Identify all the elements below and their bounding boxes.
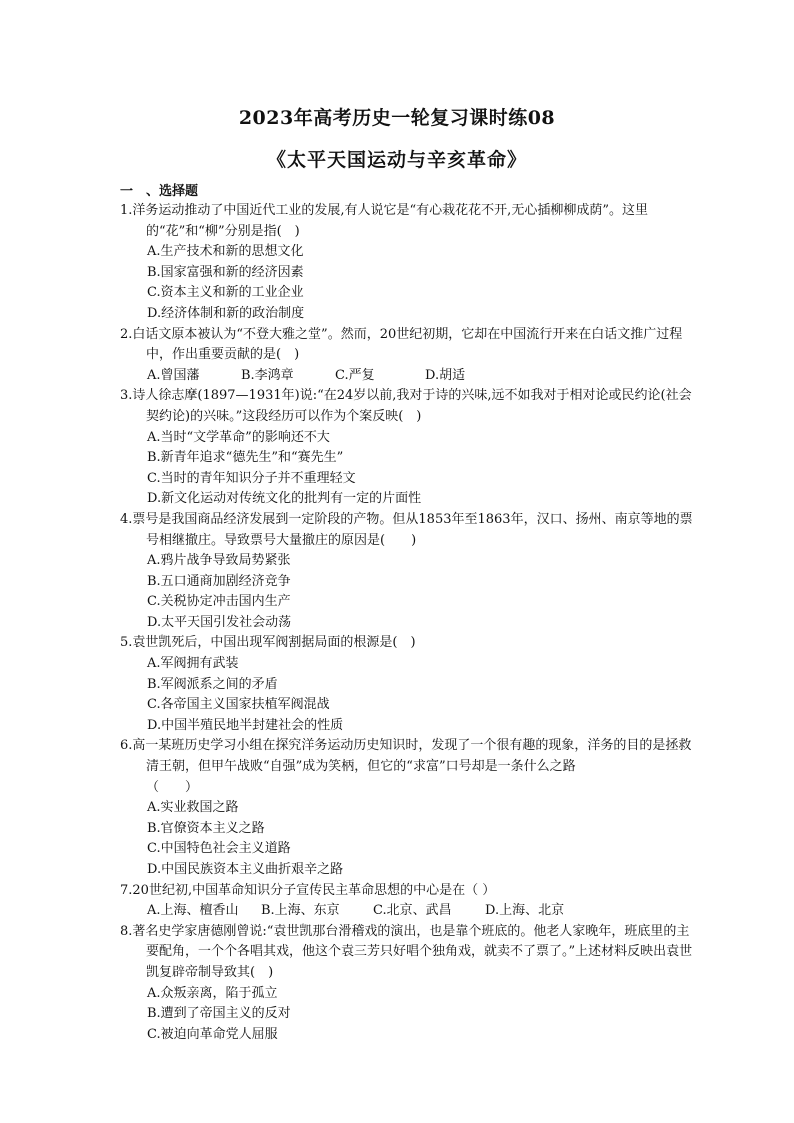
question-8 <box>120 922 700 1046</box>
question-stem: 6.高一某班历史学习小组在探究洋务运动历史知识时，发现了一个很有趣的现象，洋务的目的是拯救清王朝，但甲午战败“自强”成为笑柄，但它的“求富”口号却是一条什么之路 <box>120 738 692 775</box>
option-d: D.太平天国引发社会动荡 <box>147 614 292 630</box>
option-c: C.中国特色社会主义道路 <box>147 841 291 857</box>
option-b: B.上海、东京 <box>261 903 340 919</box>
option-d: D.上海、北京 <box>485 903 565 919</box>
option-row <box>120 901 700 922</box>
option-b: B.李鸿章 <box>241 367 294 383</box>
question-stem: 7.20世纪初,中国革命知识分子宣传民主革命思想的中心是在（ ） <box>120 882 496 898</box>
question-2 <box>120 325 700 387</box>
option-a: A.上海、檀香山 <box>147 903 239 919</box>
question-stem: 8.著名史学家唐德刚曾说:“袁世凯那台滑稽戏的演出，也是靠个班底的。他老人家晚年，班底里的主要配角，一个个各唱其戏，他这个袁三芳只好唱个独角戏，就卖不了票了。”上述材料反映出袁世凯复辟帝制导致其( ) <box>120 923 693 980</box>
option-b: B.国家富强和新的经济因素 <box>147 264 304 280</box>
question-4 <box>120 510 700 634</box>
option-b: B.军阀派系之间的矛盾 <box>147 676 278 692</box>
option-d: D.新文化运动对传统文化的批判有一定的片面性 <box>147 491 422 507</box>
option-c: C.资本主义和新的工业企业 <box>147 285 304 301</box>
option-a: A.生产技术和新的思想文化 <box>147 244 304 260</box>
option-d: D.中国民族资本主义曲折艰辛之路 <box>147 862 344 877</box>
question-stem: 4.票号是我国商品经济发展到一定阶段的产物。但从1853年至1863年，汉口、扬州、南京等地的票号相继撤庄。导致票号大量撤庄的原因是( ) <box>120 511 693 548</box>
question-6 <box>120 736 700 880</box>
question-5 <box>120 633 700 736</box>
option-row <box>120 366 700 387</box>
option-d: D.中国半殖民地半封建社会的性质 <box>147 717 344 733</box>
question-stem: 5.袁世凯死后，中国出现军阀割据局面的根源是( ) <box>120 635 416 651</box>
question-7 <box>120 881 700 922</box>
option-a: A.实业救国之路 <box>147 800 239 816</box>
document-title: 2023年高考历史一轮复习课时练08 <box>238 107 556 129</box>
option-c: C.被迫向革命党人屈服 <box>147 1026 278 1042</box>
option-d: D.胡适 <box>425 367 466 383</box>
document-subtitle: 《太平天国运动与辛亥革命》 <box>266 149 527 171</box>
question-1 <box>120 201 700 325</box>
option-b: B.官僚资本主义之路 <box>147 820 265 836</box>
option-c: C.北京、武昌 <box>373 903 452 919</box>
option-c: C.当时的青年知识分子并不重理轻文 <box>147 470 356 486</box>
option-a: A.曾国藩 <box>147 367 200 383</box>
question-list <box>120 201 700 1045</box>
option-a: A.军阀拥有武装 <box>147 656 239 672</box>
section-heading: 一 、选择题 <box>120 184 199 199</box>
question-stem: 1.洋务运动推动了中国近代工业的发展,有人说它是“有心栽花花不开,无心插柳柳成荫”。这里的“花”和“柳”分别是指( ) <box>120 203 648 239</box>
option-c: C.各帝国主义国家扶植军阀混战 <box>147 697 330 713</box>
question-stem: 3.诗人徐志摩(1897—1931年)说:“在24岁以前,我对于诗的兴味,远不如我对于相对论或民约论(社会契约论)的兴味。”这段经历可以作为个案反映( ) <box>120 388 692 424</box>
question-stem: 2.白话文原本被认为“不登大雅之堂”。然而，20世纪初期，它却在中国流行开来在白话文推广过程中，作出重要贡献的是( ) <box>120 326 683 363</box>
option-d: D.经济体制和新的政治制度 <box>147 305 305 321</box>
option-a: A.鸦片战争导致局势紧张 <box>147 553 291 569</box>
option-b: B.五口通商加剧经济竞争 <box>147 573 291 589</box>
option-b: B.新青年追求“德先生”和“赛先生” <box>147 450 344 466</box>
option-c: C.关税协定冲击国内生产 <box>147 594 291 610</box>
answer-blank: （ ） <box>146 779 199 795</box>
question-3 <box>120 386 700 510</box>
option-a: A.众叛亲离，陷于孤立 <box>147 985 278 1001</box>
option-c: C.严复 <box>335 367 375 383</box>
option-b: B.遭到了帝国主义的反对 <box>147 1006 291 1022</box>
option-a: A.当时“文学革命”的影响还不大 <box>147 429 330 445</box>
